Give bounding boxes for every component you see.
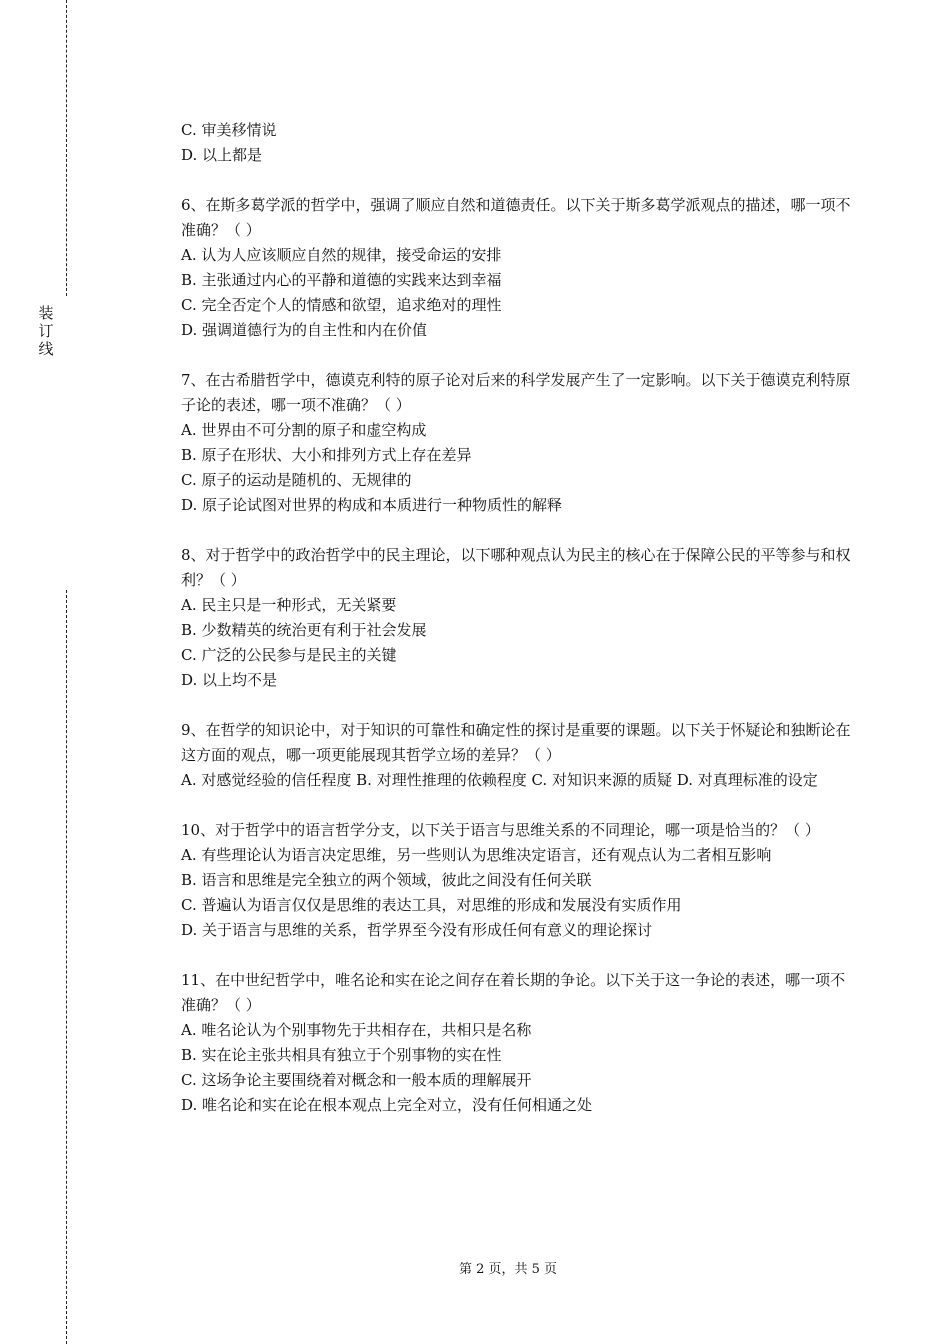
question-11 <box>181 968 855 1118</box>
question-content <box>181 118 855 1118</box>
answer-option: B. 原子在形状、大小和排列方式上存在差异 <box>181 446 472 464</box>
answer-option: A. 世界由不可分割的原子和虚空构成 <box>181 421 427 439</box>
answer-option: C. 完全否定个人的情感和欲望，追求绝对的理性 <box>181 296 502 314</box>
option-c: C. 审美移情说 <box>181 121 277 139</box>
answer-option: C. 普遍认为语言仅仅是思维的表达工具，对思维的形成和发展没有实质作用 <box>181 896 682 914</box>
question-stem: 6、在斯多葛学派的哲学中，强调了顺应自然和道德责任。以下关于斯多葛学派观点的描述，哪一项不准确？（ ） <box>181 196 851 239</box>
answer-option: A. 有些理论认为语言决定思维，另一些则认为思维决定语言，还有观点认为二者相互影响 <box>181 846 772 864</box>
answer-option: B. 主张通过内心的平静和道德的实践来达到幸福 <box>181 271 502 289</box>
option-d: D. 以上都是 <box>181 146 263 164</box>
answer-option: C. 这场争论主要围绕着对概念和一般本质的理解展开 <box>181 1071 532 1089</box>
answer-option: D. 原子论试图对世界的构成和本质进行一种物质性的解释 <box>181 496 563 514</box>
previous-question-options <box>181 118 855 168</box>
question-9 <box>181 718 855 793</box>
answer-option: A. 对感觉经验的信任程度 B. 对理性推理的依赖程度 C. 对知识来源的质疑 D. 对真理标准的设定 <box>181 771 818 789</box>
answer-option: B. 实在论主张共相具有独立于个别事物的实在性 <box>181 1046 502 1064</box>
answer-option: A. 民主只是一种形式，无关紧要 <box>181 596 397 614</box>
answer-option: A. 认为人应该顺应自然的规律，接受命运的安排 <box>181 246 502 264</box>
answer-option: D. 关于语言与思维的关系，哲学界至今没有形成任何有意义的理论探讨 <box>181 921 653 939</box>
question-6 <box>181 193 855 343</box>
binding-line-bottom <box>66 590 67 1344</box>
answer-option: C. 原子的运动是随机的、无规律的 <box>181 471 412 489</box>
answer-option: B. 语言和思维是完全独立的两个领域，彼此之间没有任何关联 <box>181 871 592 889</box>
question-8 <box>181 543 855 693</box>
question-stem: 8、对于哲学中的政治哲学中的民主理论，以下哪种观点认为民主的核心在于保障公民的平等参与和权利？（ ） <box>181 546 851 589</box>
answer-option: B. 少数精英的统治更有利于社会发展 <box>181 621 427 639</box>
answer-option: D. 强调道德行为的自主性和内在价值 <box>181 321 428 339</box>
answer-option: D. 以上均不是 <box>181 671 278 689</box>
question-stem: 7、在古希腊哲学中，德谟克利特的原子论对后来的科学发展产生了一定影响。以下关于德谟克利特原子论的表述，哪一项不准确？（ ） <box>181 371 851 414</box>
answer-option: A. 唯名论认为个别事物先于共相存在，共相只是名称 <box>181 1021 532 1039</box>
answer-option: C. 广泛的公民参与是民主的关键 <box>181 646 397 664</box>
question-stem: 10、对于哲学中的语言哲学分支，以下关于语言与思维关系的不同理论，哪一项是恰当的？（ ） <box>181 821 820 839</box>
question-7 <box>181 368 855 518</box>
question-stem: 9、在哲学的知识论中，对于知识的可靠性和确定性的探讨是重要的课题。以下关于怀疑论和独断论在这方面的观点，哪一项更能展现其哲学立场的差异？（ ） <box>181 721 851 764</box>
page-number: 第 2 页，共 5 页 <box>458 1262 558 1277</box>
question-10 <box>181 818 855 943</box>
question-stem: 11、在中世纪哲学中，唯名论和实在论之间存在着长期的争论。以下关于这一争论的表述，哪一项不准确？（ ） <box>181 971 846 1014</box>
binding-label: 装订线 <box>38 304 54 358</box>
answer-option: D. 唯名论和实在论在根本观点上完全对立，没有任何相通之处 <box>181 1096 593 1114</box>
binding-line-top <box>66 0 67 296</box>
